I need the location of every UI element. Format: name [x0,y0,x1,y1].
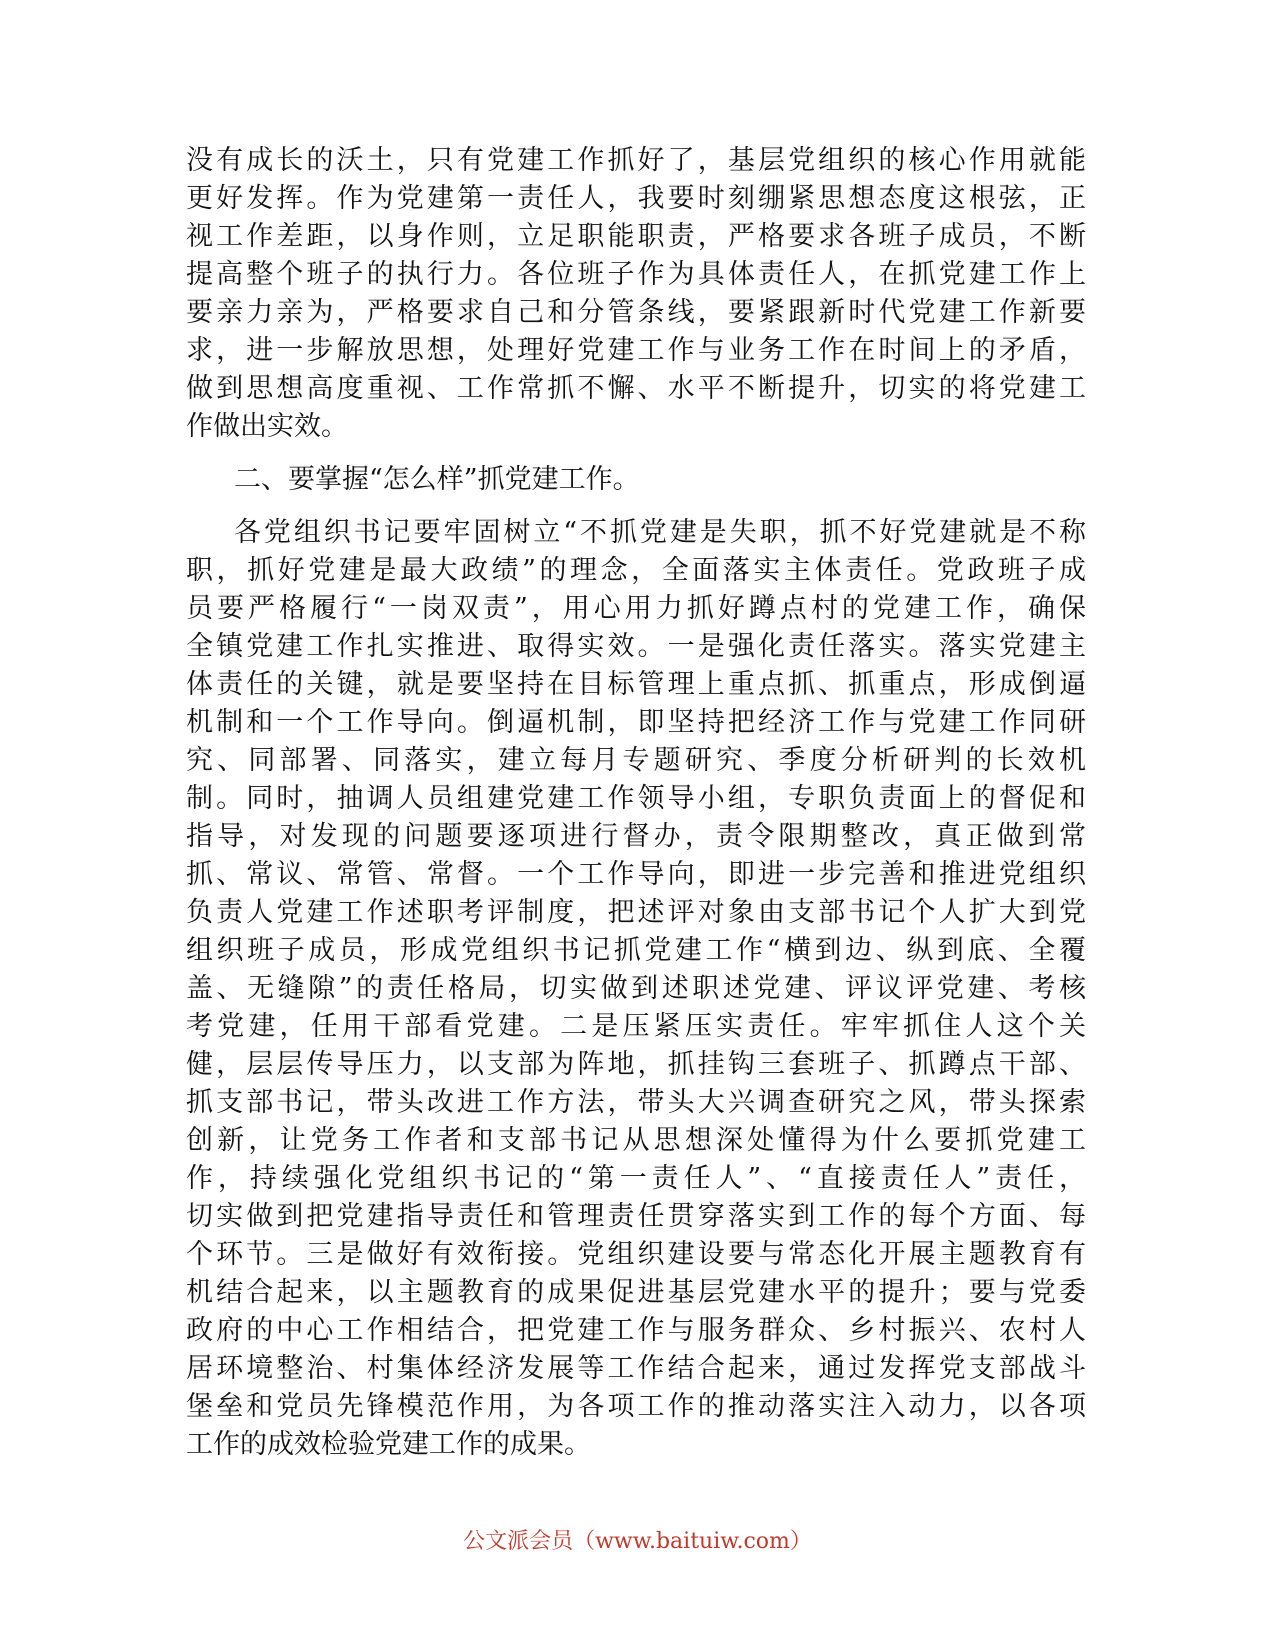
body-text-line: 切实做到把党建指导责任和管理责任贯穿落实到工作的每个方面、每 [186,1201,1086,1232]
body-text-line: 指导，对发现的问题要逐项进行督办，责令限期整改，真正做到常 [186,821,1086,852]
body-text-line: 机结合起来，以主题教育的成果促进基层党建水平的提升；要与党委 [186,1277,1086,1308]
body-text-line: 各党组织书记要牢固树立“不抓党建是失职，抓不好党建就是不称 [234,517,1086,548]
body-text-line: 提高整个班子的执行力。各位班子作为具体责任人，在抓党建工作上 [186,259,1086,290]
body-text-line: 作做出实效。 [186,411,348,442]
footer-watermark-link[interactable]: 公文派会员（www.baituiw.com） [463,1529,812,1554]
body-text-line: 作，持续强化党组织书记的“第一责任人”、“直接责任人”责任， [186,1163,1086,1194]
section-heading: 二、要掌握“怎么样”抓党建工作。 [234,464,640,495]
body-text-line: 健，层层传导压力，以支部为阵地，抓挂钩三套班子、抓蹲点干部、 [186,1049,1086,1080]
body-text-line: 求，进一步解放思想，处理好党建工作与业务工作在时间上的矛盾， [186,335,1086,366]
body-text-line: 全镇党建工作扎实推进、取得实效。一是强化责任落实。落实党建主 [186,631,1086,662]
body-text-line: 没有成长的沃土，只有党建工作抓好了，基层党组织的核心作用就能 [186,145,1086,176]
body-text-line: 个环节。三是做好有效衔接。党组织建设要与常态化开展主题教育有 [186,1239,1086,1270]
body-text-line: 居环境整治、村集体经济发展等工作结合起来，通过发挥党支部战斗 [186,1353,1086,1384]
body-text-line: 堡垒和党员先锋模范作用，为各项工作的推动落实注入动力，以各项 [186,1391,1086,1422]
body-text-line: 抓支部书记，带头改进工作方法，带头大兴调查研究之风，带头探索 [186,1087,1086,1118]
body-text-line: 考党建，任用干部看党建。二是压紧压实责任。牢牢抓住人这个关 [186,1011,1086,1042]
body-text-line: 职，抓好党建是最大政绩”的理念，全面落实主体责任。党政班子成 [186,555,1086,586]
body-text-line: 盖、无缝隙”的责任格局，切实做到述职述党建、评议评党建、考核 [186,973,1086,1004]
body-text-line: 机制和一个工作导向。倒逼机制，即坚持把经济工作与党建工作同研 [186,707,1086,738]
body-text-line: 视工作差距，以身作则，立足职能职责，严格要求各班子成员，不断 [186,221,1086,252]
body-text-line: 究、同部署、同落实，建立每月专题研究、季度分析研判的长效机 [186,745,1086,776]
body-text-line: 更好发挥。作为党建第一责任人，我要时刻绷紧思想态度这根弦，正 [186,183,1086,214]
body-text-line: 要亲力亲为，严格要求自己和分管条线，要紧跟新时代党建工作新要 [186,297,1086,328]
body-text-line: 抓、常议、常管、常督。一个工作导向，即进一步完善和推进党组织 [186,859,1086,890]
body-text-line: 负责人党建工作述职考评制度，把述评对象由支部书记个人扩大到党 [186,897,1086,928]
body-text-line: 做到思想高度重视、工作常抓不懈、水平不断提升，切实的将党建工 [186,373,1086,404]
body-text-line: 体责任的关键，就是要坚持在目标管理上重点抓、抓重点，形成倒逼 [186,669,1086,700]
body-text-line: 创新，让党务工作者和支部书记从思想深处懂得为什么要抓党建工 [186,1125,1086,1156]
body-text-line: 政府的中心工作相结合，把党建工作与服务群众、乡村振兴、农村人 [186,1315,1086,1346]
body-text-line: 工作的成效检验党建工作的成果。 [186,1429,591,1460]
body-text-line: 制。同时，抽调人员组建党建工作领导小组，专职负责面上的督促和 [186,783,1086,814]
body-text-line: 员要严格履行“一岗双责”，用心用力抓好蹲点村的党建工作，确保 [186,593,1086,624]
body-text-line: 组织班子成员，形成党组织书记抓党建工作“横到边、纵到底、全覆 [186,935,1086,966]
